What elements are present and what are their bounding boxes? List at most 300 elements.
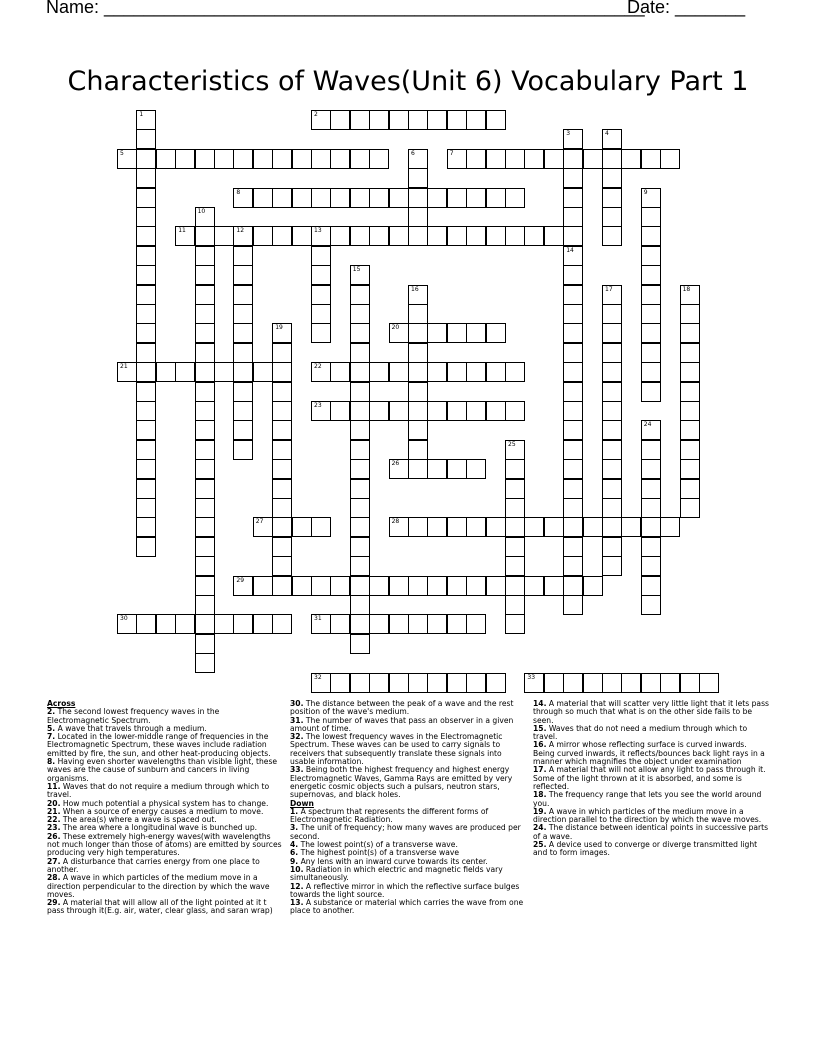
grid-cell[interactable] — [408, 673, 428, 693]
grid-cell[interactable] — [486, 401, 506, 421]
grid-cell[interactable] — [272, 479, 292, 499]
grid-cell[interactable] — [272, 517, 292, 537]
grid-cell[interactable] — [136, 323, 156, 343]
grid-cell[interactable] — [680, 459, 700, 479]
grid-cell[interactable] — [195, 634, 215, 654]
grid-cell[interactable] — [350, 285, 370, 305]
grid-cell[interactable] — [524, 517, 544, 537]
grid-cell[interactable] — [466, 459, 486, 479]
grid-cell[interactable] — [408, 382, 428, 402]
grid-cell[interactable] — [350, 265, 370, 285]
grid-cell[interactable] — [117, 614, 137, 634]
grid-cell[interactable] — [195, 459, 215, 479]
grid-cell[interactable] — [136, 498, 156, 518]
grid-cell[interactable] — [602, 343, 622, 363]
grid-cell[interactable] — [408, 420, 428, 440]
grid-cell[interactable] — [563, 440, 583, 460]
grid-cell[interactable] — [311, 401, 331, 421]
grid-cell[interactable] — [408, 440, 428, 460]
grid-cell[interactable] — [466, 362, 486, 382]
grid-cell[interactable] — [195, 265, 215, 285]
grid-cell[interactable] — [680, 401, 700, 421]
grid-cell[interactable] — [369, 149, 389, 169]
grid-cell[interactable] — [195, 537, 215, 557]
grid-cell[interactable] — [641, 440, 661, 460]
grid-cell[interactable] — [563, 537, 583, 557]
grid-cell[interactable] — [272, 343, 292, 363]
grid-cell[interactable] — [136, 129, 156, 149]
grid-cell[interactable] — [136, 401, 156, 421]
grid-cell[interactable] — [447, 149, 467, 169]
grid-cell[interactable] — [563, 498, 583, 518]
grid-cell[interactable] — [680, 323, 700, 343]
grid-cell[interactable] — [195, 149, 215, 169]
grid-cell[interactable] — [583, 517, 603, 537]
grid-cell[interactable] — [195, 498, 215, 518]
grid-cell[interactable] — [117, 362, 137, 382]
grid-cell[interactable] — [233, 614, 253, 634]
grid-cell[interactable] — [563, 343, 583, 363]
grid-cell[interactable] — [680, 498, 700, 518]
grid-cell[interactable] — [311, 323, 331, 343]
grid-cell[interactable] — [602, 537, 622, 557]
grid-cell[interactable] — [195, 556, 215, 576]
grid-cell[interactable] — [350, 149, 370, 169]
grid-cell[interactable] — [136, 459, 156, 479]
grid-cell[interactable] — [641, 420, 661, 440]
grid-cell[interactable] — [447, 673, 467, 693]
grid-cell[interactable] — [427, 188, 447, 208]
grid-cell[interactable] — [524, 149, 544, 169]
grid-cell[interactable] — [389, 614, 409, 634]
grid-cell[interactable] — [253, 614, 273, 634]
grid-cell[interactable] — [641, 226, 661, 246]
grid-cell[interactable] — [408, 226, 428, 246]
grid-cell[interactable] — [136, 479, 156, 499]
grid-cell[interactable] — [117, 149, 137, 169]
grid-cell[interactable] — [641, 498, 661, 518]
grid-cell[interactable] — [408, 110, 428, 130]
grid-cell[interactable] — [641, 537, 661, 557]
grid-cell[interactable] — [505, 517, 525, 537]
grid-cell[interactable] — [408, 323, 428, 343]
grid-cell[interactable] — [369, 110, 389, 130]
grid-cell[interactable] — [602, 285, 622, 305]
grid-cell[interactable] — [369, 226, 389, 246]
grid-cell[interactable] — [563, 304, 583, 324]
grid-cell[interactable] — [214, 149, 234, 169]
grid-cell[interactable] — [311, 673, 331, 693]
grid-cell[interactable] — [544, 576, 564, 596]
grid-cell[interactable] — [389, 576, 409, 596]
grid-cell[interactable] — [175, 149, 195, 169]
grid-cell[interactable] — [408, 517, 428, 537]
grid-cell[interactable] — [602, 188, 622, 208]
grid-cell[interactable] — [136, 246, 156, 266]
grid-cell[interactable] — [389, 323, 409, 343]
grid-cell[interactable] — [505, 614, 525, 634]
grid-cell[interactable] — [136, 614, 156, 634]
grid-cell[interactable] — [563, 168, 583, 188]
grid-cell[interactable] — [389, 188, 409, 208]
grid-cell[interactable] — [350, 673, 370, 693]
grid-cell[interactable] — [272, 556, 292, 576]
grid-cell[interactable] — [369, 673, 389, 693]
grid-cell[interactable] — [466, 149, 486, 169]
grid-cell[interactable] — [641, 382, 661, 402]
grid-cell[interactable] — [292, 188, 312, 208]
grid-cell[interactable] — [350, 343, 370, 363]
grid-cell[interactable] — [156, 149, 176, 169]
grid-cell[interactable] — [350, 459, 370, 479]
grid-cell[interactable] — [602, 420, 622, 440]
grid-cell[interactable] — [563, 401, 583, 421]
grid-cell[interactable] — [272, 382, 292, 402]
grid-cell[interactable] — [214, 362, 234, 382]
grid-cell[interactable] — [156, 362, 176, 382]
grid-cell[interactable] — [233, 323, 253, 343]
grid-cell[interactable] — [253, 576, 273, 596]
grid-cell[interactable] — [486, 110, 506, 130]
grid-cell[interactable] — [175, 226, 195, 246]
grid-cell[interactable] — [272, 459, 292, 479]
grid-cell[interactable] — [330, 226, 350, 246]
grid-cell[interactable] — [427, 323, 447, 343]
grid-cell[interactable] — [427, 226, 447, 246]
grid-cell[interactable] — [233, 304, 253, 324]
grid-cell[interactable] — [136, 362, 156, 382]
grid-cell[interactable] — [330, 149, 350, 169]
grid-cell[interactable] — [195, 362, 215, 382]
grid-cell[interactable] — [563, 556, 583, 576]
grid-cell[interactable] — [389, 362, 409, 382]
grid-cell[interactable] — [253, 362, 273, 382]
grid-cell[interactable] — [505, 226, 525, 246]
grid-cell[interactable] — [447, 576, 467, 596]
grid-cell[interactable] — [195, 595, 215, 615]
grid-cell[interactable] — [350, 634, 370, 654]
grid-cell[interactable] — [602, 556, 622, 576]
grid-cell[interactable] — [427, 614, 447, 634]
grid-cell[interactable] — [583, 149, 603, 169]
grid-cell[interactable] — [195, 285, 215, 305]
grid-cell[interactable] — [486, 226, 506, 246]
grid-cell[interactable] — [369, 401, 389, 421]
grid-cell[interactable] — [641, 459, 661, 479]
grid-cell[interactable] — [544, 517, 564, 537]
grid-cell[interactable] — [253, 226, 273, 246]
grid-cell[interactable] — [466, 614, 486, 634]
grid-cell[interactable] — [136, 226, 156, 246]
grid-cell[interactable] — [447, 614, 467, 634]
grid-cell[interactable] — [563, 285, 583, 305]
grid-cell[interactable] — [602, 673, 622, 693]
grid-cell[interactable] — [136, 207, 156, 227]
grid-cell[interactable] — [563, 129, 583, 149]
grid-cell[interactable] — [330, 362, 350, 382]
grid-cell[interactable] — [680, 479, 700, 499]
grid-cell[interactable] — [272, 149, 292, 169]
grid-cell[interactable] — [427, 459, 447, 479]
grid-cell[interactable] — [602, 440, 622, 460]
grid-cell[interactable] — [350, 188, 370, 208]
grid-cell[interactable] — [408, 149, 428, 169]
grid-cell[interactable] — [641, 149, 661, 169]
grid-cell[interactable] — [621, 673, 641, 693]
grid-cell[interactable] — [641, 576, 661, 596]
grid-cell[interactable] — [311, 304, 331, 324]
grid-cell[interactable] — [408, 576, 428, 596]
grid-cell[interactable] — [195, 246, 215, 266]
grid-cell[interactable] — [466, 323, 486, 343]
grid-cell[interactable] — [466, 188, 486, 208]
grid-cell[interactable] — [233, 420, 253, 440]
grid-cell[interactable] — [602, 149, 622, 169]
grid-cell[interactable] — [311, 226, 331, 246]
grid-cell[interactable] — [427, 362, 447, 382]
grid-cell[interactable] — [272, 226, 292, 246]
grid-cell[interactable] — [486, 673, 506, 693]
grid-cell[interactable] — [524, 576, 544, 596]
grid-cell[interactable] — [447, 362, 467, 382]
grid-cell[interactable] — [233, 362, 253, 382]
grid-cell[interactable] — [311, 246, 331, 266]
grid-cell[interactable] — [195, 576, 215, 596]
grid-cell[interactable] — [660, 517, 680, 537]
grid-cell[interactable] — [602, 459, 622, 479]
grid-cell[interactable] — [641, 343, 661, 363]
grid-cell[interactable] — [195, 304, 215, 324]
grid-cell[interactable] — [602, 362, 622, 382]
grid-cell[interactable] — [447, 323, 467, 343]
grid-cell[interactable] — [486, 517, 506, 537]
grid-cell[interactable] — [233, 188, 253, 208]
grid-cell[interactable] — [486, 323, 506, 343]
grid-cell[interactable] — [292, 226, 312, 246]
grid-cell[interactable] — [563, 149, 583, 169]
grid-cell[interactable] — [680, 382, 700, 402]
grid-cell[interactable] — [389, 673, 409, 693]
grid-cell[interactable] — [563, 420, 583, 440]
grid-cell[interactable] — [272, 362, 292, 382]
grid-cell[interactable] — [136, 110, 156, 130]
grid-cell[interactable] — [350, 498, 370, 518]
grid-cell[interactable] — [641, 556, 661, 576]
grid-cell[interactable] — [369, 576, 389, 596]
grid-cell[interactable] — [641, 362, 661, 382]
grid-cell[interactable] — [563, 459, 583, 479]
grid-cell[interactable] — [563, 226, 583, 246]
grid-cell[interactable] — [447, 110, 467, 130]
grid-cell[interactable] — [175, 362, 195, 382]
grid-cell[interactable] — [602, 207, 622, 227]
grid-cell[interactable] — [369, 362, 389, 382]
grid-cell[interactable] — [253, 517, 273, 537]
grid-cell[interactable] — [602, 382, 622, 402]
grid-cell[interactable] — [641, 595, 661, 615]
grid-cell[interactable] — [233, 401, 253, 421]
grid-cell[interactable] — [369, 188, 389, 208]
grid-cell[interactable] — [136, 149, 156, 169]
grid-cell[interactable] — [253, 188, 273, 208]
grid-cell[interactable] — [505, 498, 525, 518]
grid-cell[interactable] — [214, 226, 234, 246]
grid-cell[interactable] — [563, 323, 583, 343]
grid-cell[interactable] — [486, 362, 506, 382]
grid-cell[interactable] — [330, 673, 350, 693]
grid-cell[interactable] — [680, 673, 700, 693]
grid-cell[interactable] — [233, 440, 253, 460]
grid-cell[interactable] — [350, 479, 370, 499]
grid-cell[interactable] — [136, 343, 156, 363]
grid-cell[interactable] — [272, 576, 292, 596]
grid-cell[interactable] — [350, 401, 370, 421]
grid-cell[interactable] — [583, 673, 603, 693]
grid-cell[interactable] — [680, 343, 700, 363]
grid-cell[interactable] — [505, 576, 525, 596]
grid-cell[interactable] — [311, 614, 331, 634]
grid-cell[interactable] — [350, 595, 370, 615]
grid-cell[interactable] — [156, 614, 176, 634]
grid-cell[interactable] — [505, 401, 525, 421]
grid-cell[interactable] — [272, 401, 292, 421]
grid-cell[interactable] — [330, 188, 350, 208]
grid-cell[interactable] — [680, 362, 700, 382]
grid-cell[interactable] — [233, 149, 253, 169]
grid-cell[interactable] — [427, 517, 447, 537]
grid-cell[interactable] — [660, 149, 680, 169]
grid-cell[interactable] — [272, 323, 292, 343]
grid-cell[interactable] — [389, 459, 409, 479]
grid-cell[interactable] — [621, 517, 641, 537]
grid-cell[interactable] — [466, 517, 486, 537]
grid-cell[interactable] — [233, 576, 253, 596]
grid-cell[interactable] — [680, 440, 700, 460]
grid-cell[interactable] — [233, 246, 253, 266]
grid-cell[interactable] — [602, 479, 622, 499]
grid-cell[interactable] — [292, 576, 312, 596]
grid-cell[interactable] — [602, 517, 622, 537]
grid-cell[interactable] — [447, 188, 467, 208]
grid-cell[interactable] — [427, 576, 447, 596]
grid-cell[interactable] — [408, 168, 428, 188]
grid-cell[interactable] — [369, 614, 389, 634]
grid-cell[interactable] — [311, 517, 331, 537]
grid-cell[interactable] — [195, 226, 215, 246]
grid-cell[interactable] — [641, 304, 661, 324]
grid-cell[interactable] — [544, 149, 564, 169]
grid-cell[interactable] — [330, 110, 350, 130]
grid-cell[interactable] — [563, 188, 583, 208]
grid-cell[interactable] — [136, 382, 156, 402]
grid-cell[interactable] — [427, 401, 447, 421]
grid-cell[interactable] — [311, 265, 331, 285]
grid-cell[interactable] — [641, 265, 661, 285]
grid-cell[interactable] — [602, 129, 622, 149]
grid-cell[interactable] — [408, 459, 428, 479]
grid-cell[interactable] — [641, 207, 661, 227]
grid-cell[interactable] — [136, 304, 156, 324]
grid-cell[interactable] — [350, 517, 370, 537]
grid-cell[interactable] — [195, 401, 215, 421]
grid-cell[interactable] — [311, 362, 331, 382]
grid-cell[interactable] — [563, 595, 583, 615]
grid-cell[interactable] — [621, 149, 641, 169]
grid-cell[interactable] — [195, 440, 215, 460]
grid-cell[interactable] — [311, 149, 331, 169]
grid-cell[interactable] — [195, 614, 215, 634]
grid-cell[interactable] — [350, 614, 370, 634]
grid-cell[interactable] — [563, 265, 583, 285]
grid-cell[interactable] — [233, 265, 253, 285]
grid-cell[interactable] — [447, 517, 467, 537]
grid-cell[interactable] — [505, 188, 525, 208]
grid-cell[interactable] — [447, 226, 467, 246]
grid-cell[interactable] — [602, 168, 622, 188]
grid-cell[interactable] — [408, 304, 428, 324]
grid-cell[interactable] — [195, 420, 215, 440]
grid-cell[interactable] — [389, 110, 409, 130]
grid-cell[interactable] — [330, 614, 350, 634]
grid-cell[interactable] — [699, 673, 719, 693]
grid-cell[interactable] — [350, 576, 370, 596]
grid-cell[interactable] — [136, 285, 156, 305]
grid-cell[interactable] — [350, 323, 370, 343]
grid-cell[interactable] — [563, 207, 583, 227]
grid-cell[interactable] — [505, 537, 525, 557]
grid-cell[interactable] — [389, 226, 409, 246]
grid-cell[interactable] — [195, 517, 215, 537]
grid-cell[interactable] — [563, 246, 583, 266]
grid-cell[interactable] — [563, 673, 583, 693]
grid-cell[interactable] — [350, 382, 370, 402]
grid-cell[interactable] — [350, 440, 370, 460]
grid-cell[interactable] — [292, 517, 312, 537]
grid-cell[interactable] — [136, 188, 156, 208]
grid-cell[interactable] — [330, 576, 350, 596]
grid-cell[interactable] — [350, 537, 370, 557]
grid-cell[interactable] — [195, 479, 215, 499]
grid-cell[interactable] — [195, 207, 215, 227]
grid-cell[interactable] — [233, 382, 253, 402]
grid-cell[interactable] — [408, 614, 428, 634]
grid-cell[interactable] — [563, 382, 583, 402]
grid-cell[interactable] — [660, 673, 680, 693]
grid-cell[interactable] — [311, 285, 331, 305]
grid-cell[interactable] — [524, 673, 544, 693]
grid-cell[interactable] — [427, 673, 447, 693]
grid-cell[interactable] — [350, 226, 370, 246]
grid-cell[interactable] — [272, 440, 292, 460]
grid-cell[interactable] — [408, 362, 428, 382]
grid-cell[interactable] — [350, 110, 370, 130]
grid-cell[interactable] — [544, 226, 564, 246]
grid-cell[interactable] — [350, 420, 370, 440]
grid-cell[interactable] — [641, 285, 661, 305]
grid-cell[interactable] — [427, 110, 447, 130]
grid-cell[interactable] — [583, 576, 603, 596]
grid-cell[interactable] — [272, 188, 292, 208]
grid-cell[interactable] — [311, 576, 331, 596]
grid-cell[interactable] — [408, 188, 428, 208]
grid-cell[interactable] — [408, 343, 428, 363]
grid-cell[interactable] — [680, 285, 700, 305]
grid-cell[interactable] — [272, 537, 292, 557]
grid-cell[interactable] — [136, 537, 156, 557]
grid-cell[interactable] — [311, 188, 331, 208]
grid-cell[interactable] — [466, 576, 486, 596]
grid-cell[interactable] — [563, 479, 583, 499]
